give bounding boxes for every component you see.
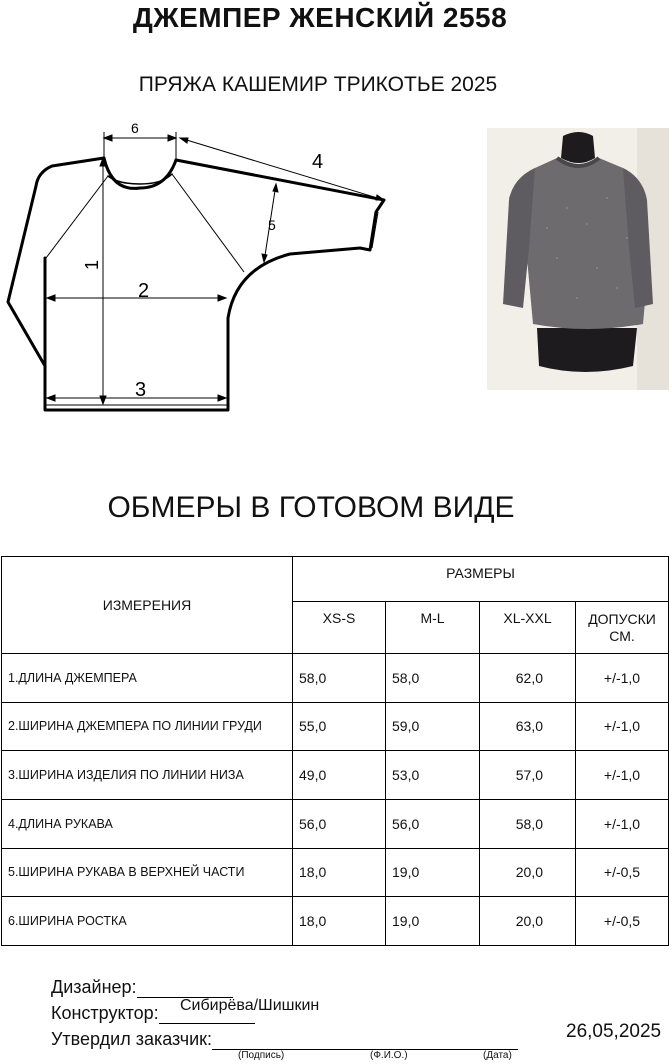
- row-value-xl-xxl: 57,0: [480, 751, 576, 800]
- table-row: [2, 848, 669, 897]
- caption-signature: (Подпись): [238, 1050, 285, 1061]
- row-name: 5.ШИРИНА РУКАВА В ВЕРХНЕЙ ЧАСТИ: [2, 848, 293, 897]
- row-value-xs-s: 18,0: [293, 897, 386, 946]
- table-row: [2, 751, 669, 800]
- table-row: [2, 702, 669, 751]
- row-value-xs-s: 49,0: [293, 751, 386, 800]
- row-name: 2.ШИРИНА ДЖЕМПЕРА ПО ЛИНИИ ГРУДИ: [2, 702, 293, 751]
- row-tolerance: +/-1,0: [576, 751, 669, 800]
- document-subtitle: ПРЯЖА КАШЕМИР ТРИКОТЬЕ 2025: [138, 73, 498, 96]
- row-value-xs-s: 18,0: [293, 848, 386, 897]
- caption-date: (Дата): [483, 1050, 512, 1061]
- approved-label: Утвердил заказчик:: [51, 1029, 213, 1049]
- header-tolerance-line1: ДОПУСКИ: [588, 610, 656, 627]
- row-value-m-l: 19,0: [386, 848, 480, 897]
- constructor-name: Сибирёва/Шишкин: [180, 997, 320, 1014]
- row-value-xl-xxl: 62,0: [480, 654, 576, 703]
- row-tolerance: +/-1,0: [576, 799, 669, 848]
- row-value-xl-xxl: 63,0: [480, 702, 576, 751]
- raglan-right: [172, 174, 244, 272]
- measurements-table: [1, 556, 669, 946]
- row-value-m-l: 59,0: [386, 702, 480, 751]
- row-value-xl-xxl: 58,0: [480, 799, 576, 848]
- document-title: ДЖЕМПЕР ЖЕНСКИЙ 2558: [132, 2, 508, 33]
- header-measurements: ИЗМЕРЕНИЯ: [2, 557, 293, 654]
- header-sizes: РАЗМЕРЫ: [293, 557, 669, 602]
- sketch-label-6: 6: [131, 120, 139, 136]
- caption-fio: (Ф.И.О.): [370, 1050, 408, 1061]
- row-tolerance: +/-1,0: [576, 654, 669, 703]
- header-tolerance: [576, 602, 669, 654]
- raglan-left: [46, 176, 108, 258]
- row-value-m-l: 56,0: [386, 799, 480, 848]
- table-row: [2, 654, 669, 703]
- header-size-m-l: M-L: [386, 602, 480, 654]
- table-row: [2, 897, 669, 946]
- row-value-m-l: 19,0: [386, 897, 480, 946]
- header-tolerance-line2: СМ.: [609, 627, 635, 644]
- table-row: [2, 799, 669, 848]
- row-value-xs-s: 58,0: [293, 654, 386, 703]
- row-value-xs-s: 55,0: [293, 702, 386, 751]
- row-tolerance: +/-0,5: [576, 897, 669, 946]
- approved-row: [51, 1029, 518, 1050]
- row-name: 4.ДЛИНА РУКАВА: [2, 799, 293, 848]
- designer-line: [137, 977, 233, 998]
- row-value-xl-xxl: 20,0: [480, 848, 576, 897]
- section-title: ОБМЕРЫ В ГОТОВОМ ВИДЕ: [107, 491, 515, 524]
- header-size-xl-xxl: XL-XXL: [480, 602, 576, 654]
- row-value-xl-xxl: 20,0: [480, 897, 576, 946]
- technical-sketch: [0, 120, 400, 420]
- sketch-label-2: 2: [138, 280, 150, 302]
- row-name: 6.ШИРИНА РОСТКА: [2, 897, 293, 946]
- row-value-m-l: 53,0: [386, 751, 480, 800]
- designer-label: Дизайнер:: [51, 977, 137, 997]
- document-date: 26,05,2025: [566, 1021, 662, 1042]
- row-name: 1.ДЛИНА ДЖЕМПЕРА: [2, 654, 293, 703]
- row-tolerance: +/-0,5: [576, 848, 669, 897]
- sketch-label-3: 3: [135, 379, 147, 401]
- row-tolerance: +/-1,0: [576, 702, 669, 751]
- product-photo: [487, 128, 669, 390]
- sketch-label-4: 4: [312, 151, 324, 173]
- body-outline: [45, 160, 384, 410]
- designer-row: [51, 977, 233, 998]
- row-value-m-l: 58,0: [386, 654, 480, 703]
- sketch-label-5: 5: [268, 217, 276, 233]
- row-name: 3.ШИРИНА ИЗДЕЛИЯ ПО ЛИНИИ НИЗА: [2, 751, 293, 800]
- row-value-xs-s: 56,0: [293, 799, 386, 848]
- constructor-label: Конструктор:: [51, 1003, 159, 1023]
- header-size-xs-s: XS-S: [293, 602, 386, 654]
- approved-line: [212, 1029, 518, 1050]
- sketch-label-1: 1: [82, 259, 102, 270]
